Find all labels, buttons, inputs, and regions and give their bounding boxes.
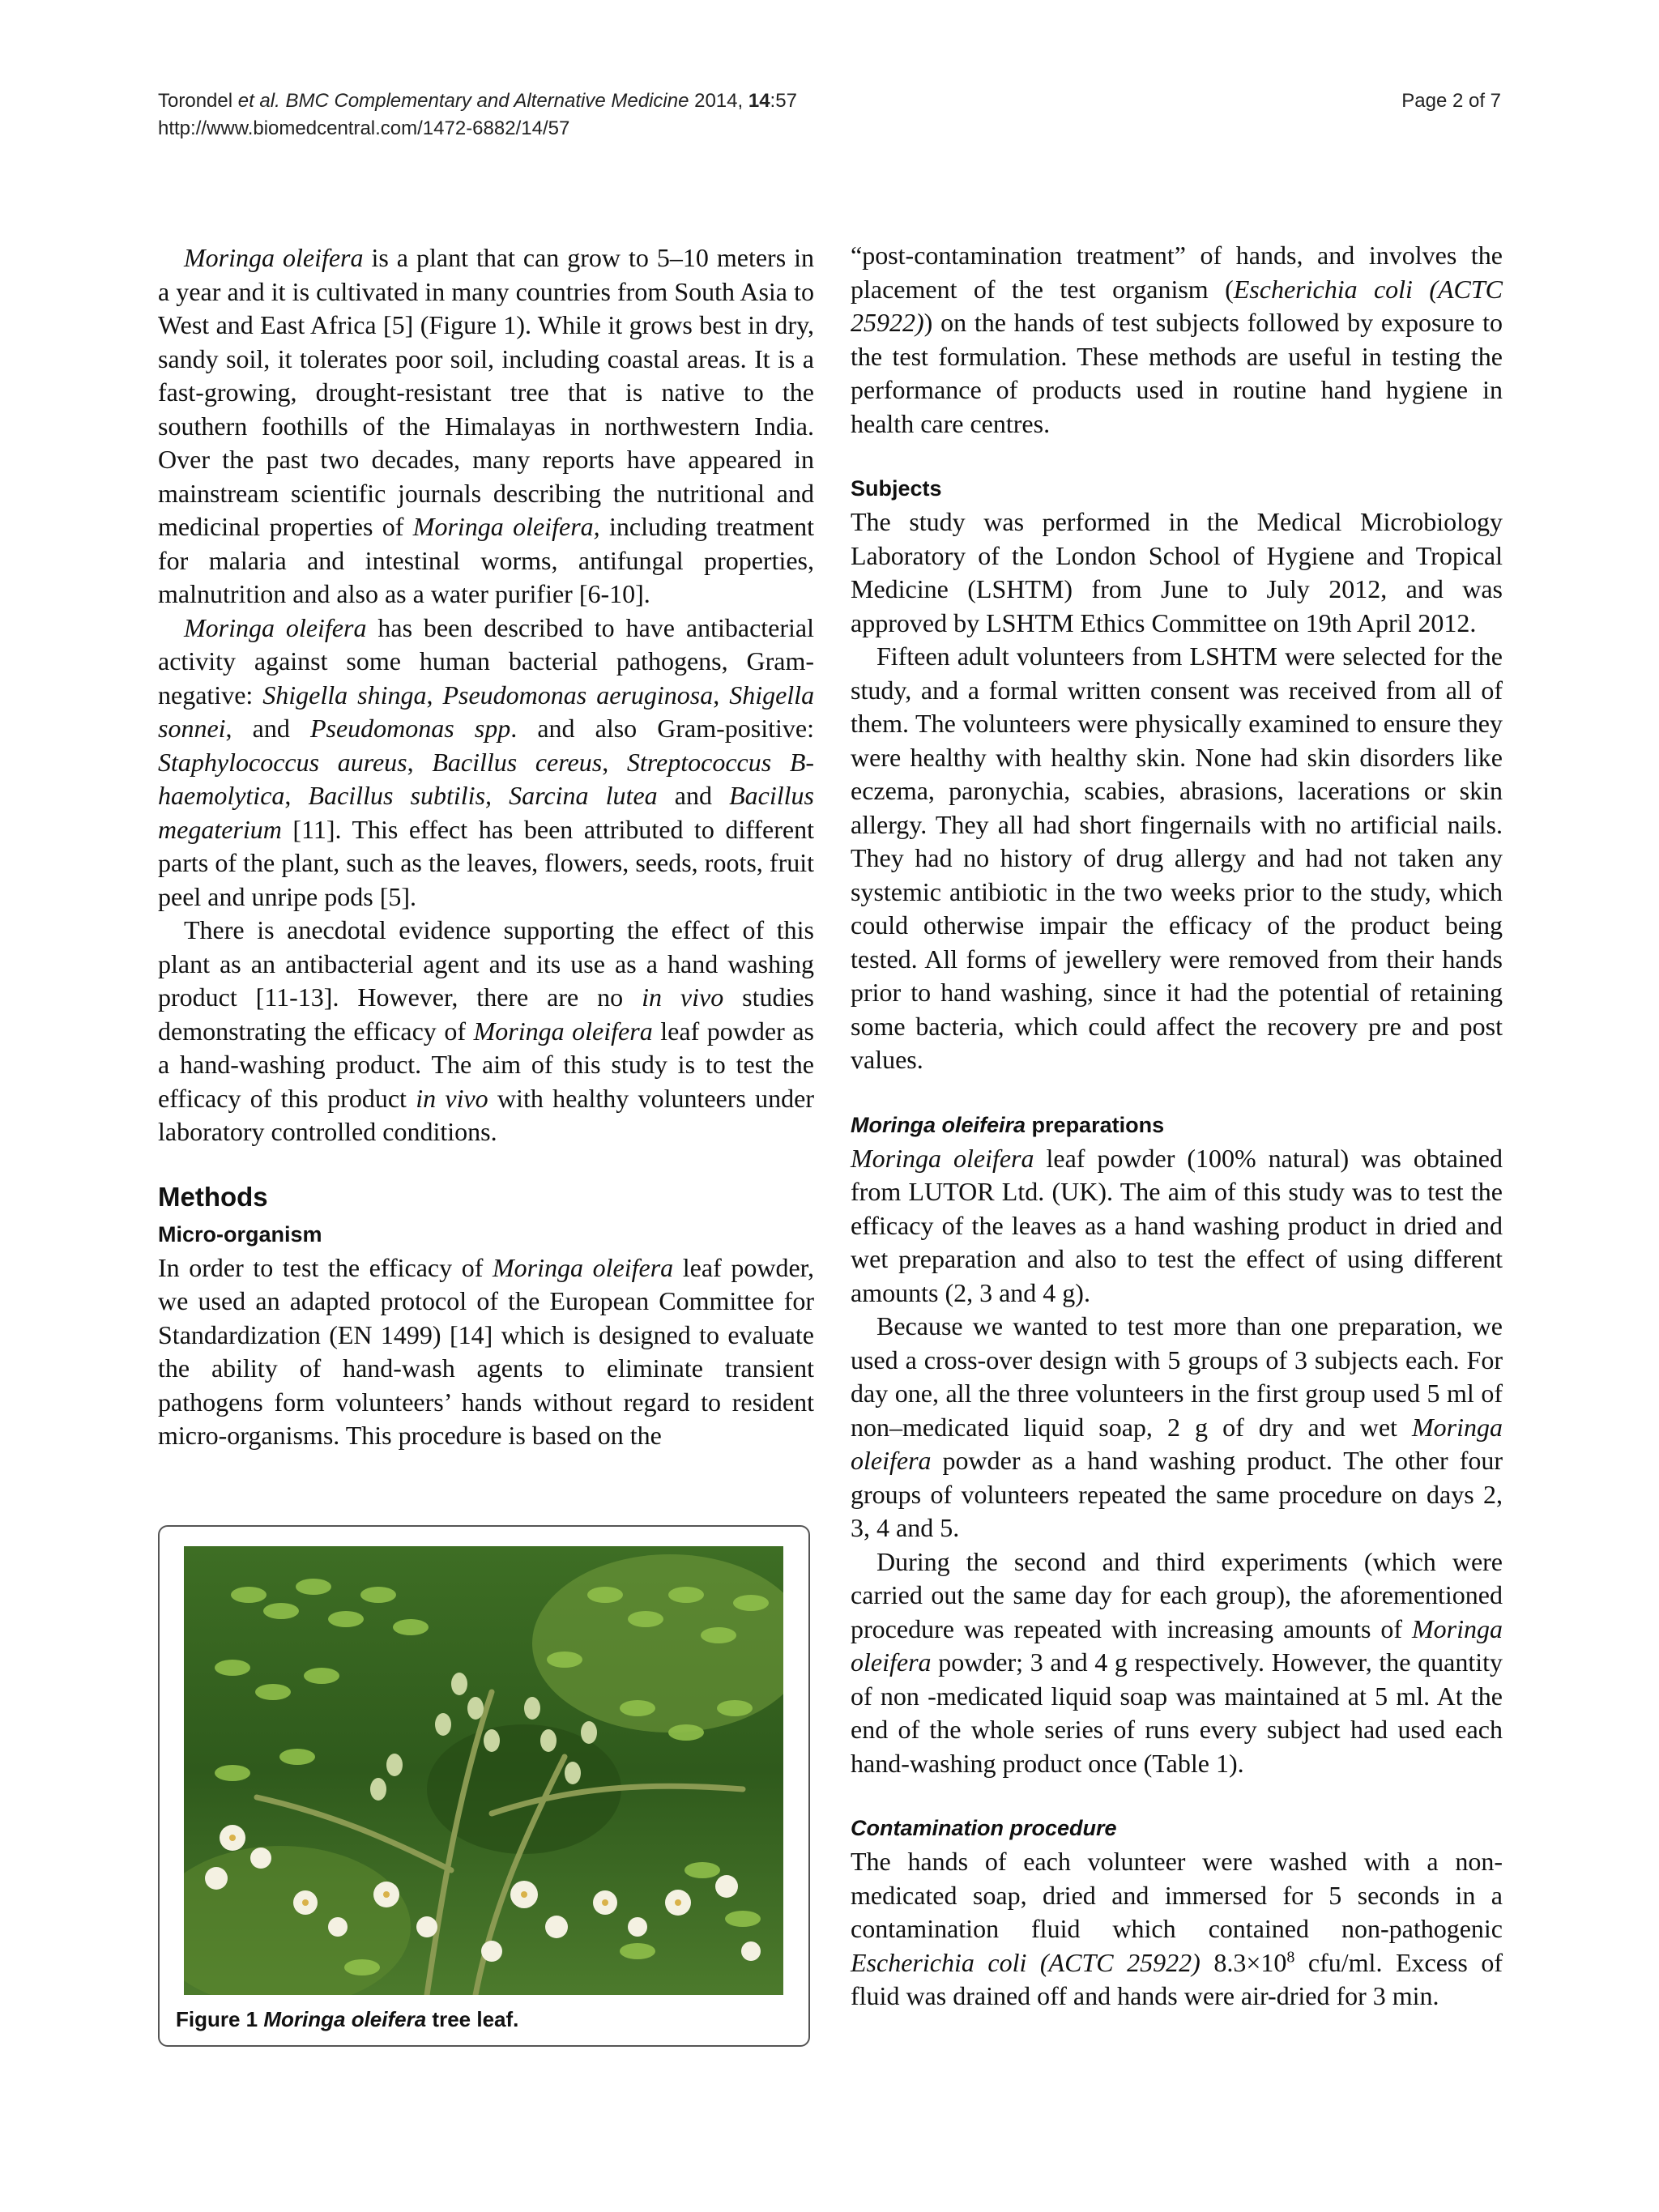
section-heading-methods: Methods [158,1181,268,1212]
citation-line: Torondel et al. BMC Complementary and Alternative Medicine 2014, 14:57 [158,90,797,112]
paragraph: Because we wanted to test more than one preparation, we used a cross-over design with 5 groups of 3 subjects each. For day one, all the three volunteers in the first group used 5 ml of non–medicated liquid soap, 2 g of dry and wet Moringa oleifera powder as a hand washing product. The other four groups of volunteers repeated the same procedure on days 2, 3, 4 and 5. [851,1311,1503,1542]
moringa-tree-photo [184,1546,783,1995]
paragraph: The hands of each volunteer were washed with a non-medicated soap, dried and immersed for 5 seconds in a contamination fluid which contained non-pathogenic Escherichia coli (ACTC 25922) $8.3\times 10^8$ cfu/ml. Excess of fluid was drained off and hands were air-dried for 3 min. [851,1847,1503,2010]
paragraph: During the second and third experiments (which were carried out the same day for each group), the aforementioned procedure was repeated with increasing amounts of Moringa oleifera powder; 3 and 4 g respectively. However, the quantity of non -medicated liquid soap was maintained at 5 ml. At the end of the whole series of runs every subject had used each hand-washing product once (Table 1). [851,1546,1503,1778]
right-column [851,239,1503,2014]
paragraph: The study was performed in the Medical Microbiology Laboratory of the London School of Hygiene and Tropical Medicine (LSHTM) from June to July 2012, and was approved by LSHTM Ethics Committee on 19th April 2012. [851,507,1503,637]
paragraph: Fifteen adult volunteers from LSHTM were selected for the study, and a formal written consent was received from all of them. The volunteers were physically examined to ensure they were healthy with healthy skin. None had skin disorders like eczema, paronychia, scabies, abrasions, lacerations or skin allergy. They all had short fingernails with no artificial nails. They had no history of drug allergy and had not taken any systemic antibiotic in the two weeks prior to the study, which could otherwise impair the efficacy of the product being tested. All forms of jewellery were removed from their hands prior to hand washing, since it had the potential of retaining some bacteria, which could affect the recovery pre and post values. [851,641,1503,1074]
figure-1 [158,1525,810,2047]
page-number: Page 2 of 7 [1401,90,1501,112]
subsection-heading-subjects: Subjects [851,476,942,501]
paragraph: In order to test the efficacy of Moringa oleifera leaf powder, we used an adapted protocol of the European Committee for Standardization (EN 1499) [14] which is designed to evaluate the ability of hand-wash agents to eliminate transient pathogens form volunteers’ hands without regard to resident micro-organisms. This procedure is based on the [158,1252,815,1450]
subsection-heading-micro-organism: Micro-organism [158,1221,322,1247]
subsection-heading-preparations: Moringa oleifeira preparations [851,1112,1165,1137]
subsection-heading-contamination: Contamination procedure [851,1816,1117,1840]
paragraph: There is anecdotal evidence supporting the effect of this plant as an antibacterial agent and its use as a hand washing product [11-13]. However, there are no in vivo studies demonstrating the efficacy of Moringa oleifera leaf powder as a hand-washing product. The aim of this study is to test the efficacy of this product in vivo with healthy volunteers under laboratory controlled conditions. [158,915,815,1146]
left-column [158,241,814,1453]
figure-caption: Figure 1 Moringa oleifera tree leaf. [176,2007,519,2031]
running-header [158,87,797,143]
paragraph: Moringa oleifera has been described to have antibacterial activity against some human bacterial pathogens, Gram-negative: Shigella shinga, Pseudomonas aeruginosa, Shigella sonnei, and Pseudomonas spp. and also Gram-positive: Staphylococcus aureus, Bacillus cereus, Streptococcus B-haemolytica, Bacillus subtilis, Sarcina lutea and Bacillus megaterium [11]. This effect has been attributed to different parts of the plant, such as the leaves, flowers, seeds, roots, fruit peel and unripe pods [5]. [158,612,815,911]
article-url[interactable]: http://www.biomedcentral.com/1472-6882/14/57 [158,117,570,139]
paragraph: “post-contamination treatment” of hands, and involves the placement of the test organism (Escherichia coli (ACTC 25922)) on the hands of test subjects followed by exposure to the test formulation. These methods are useful in testing the performance of products used in routine hand hygiene in health care centres. [851,241,1503,438]
paragraph: Moringa oleifera is a plant that can grow to 5–10 meters in a year and it is cultivated in many countries from South Asia to West and East Africa [5] (Figure 1). While it grows best in dry, sandy soil, it tolerates poor soil, including coastal areas. It is a fast-growing, drought-resistant tree that is native to the southern foothills of the Himalayas in northwestern India. Over the past two decades, many reports have appeared in mainstream scientific journals describing the nutritional and medicinal properties of Moringa oleifera, including treatment for malaria and intestinal worms, antifungal properties, malnutrition and also as a water purifier [6-10]. [158,243,815,608]
paragraph: Moringa oleifera leaf powder (100% natural) was obtained from LUTOR Ltd. (UK). The aim of this study was to test the efficacy of the leaves as a hand washing product in dried and wet preparation and also to test the effect of using different amounts (2, 3 and 4 g). [851,1143,1503,1307]
